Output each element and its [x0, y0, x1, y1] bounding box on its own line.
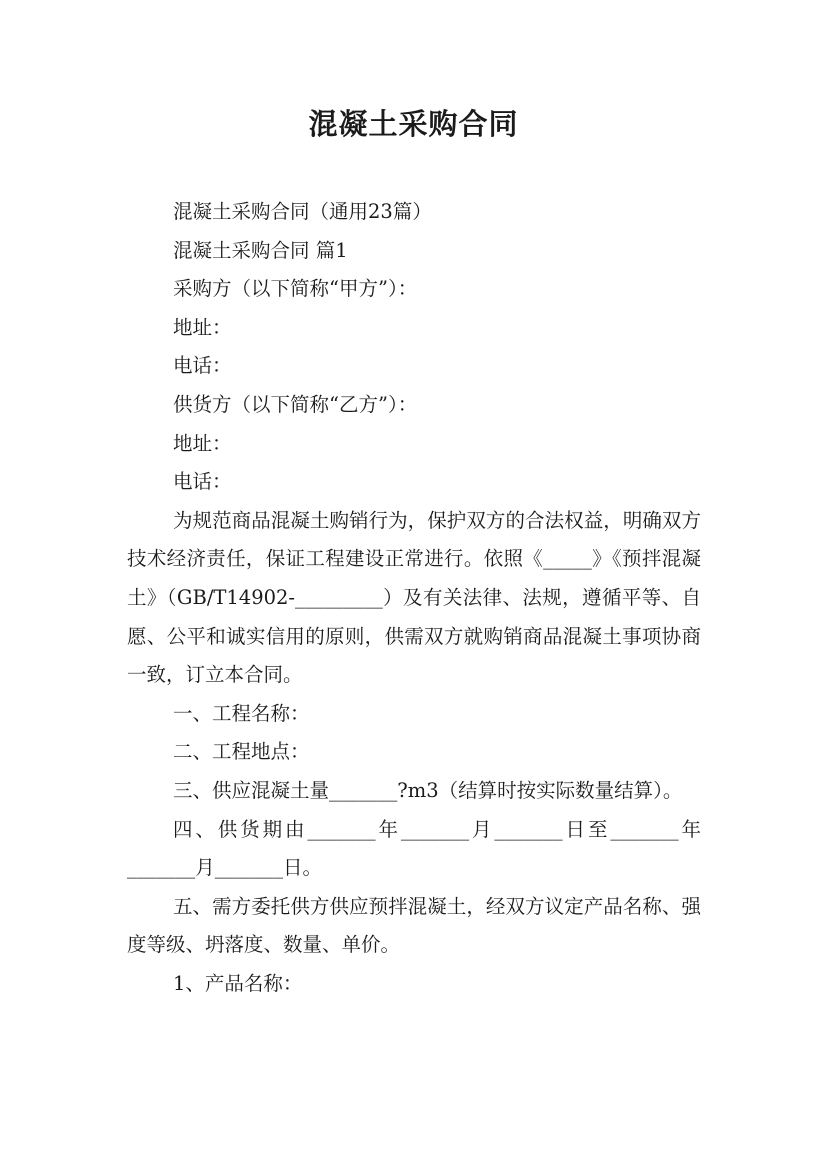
buyer-phone-line: 电话： — [173, 354, 232, 378]
section-heading: 混凝土采购合同 篇1 — [173, 238, 348, 262]
document-title: 混凝土采购合同 — [308, 107, 519, 141]
supplier-address-line: 地址： — [173, 431, 232, 455]
item-product-name: 1、产品名称： — [173, 971, 303, 995]
supplier-phone-line: 电话： — [173, 470, 232, 494]
supplier-line: 供货方（以下简称“乙方”）： — [173, 392, 418, 416]
subtitle-line: 混凝土采购合同（通用23篇） — [173, 200, 432, 223]
item-project-name: 一、工程名称： — [173, 701, 310, 725]
item-product-terms: 五、需方委托供方供应预拌混凝土，经双方议定产品名称、强度等级、坍落度、数量、单价。 — [127, 894, 701, 957]
item-project-location: 二、工程地点： — [173, 740, 310, 764]
buyer-line: 采购方（以下简称“甲方”）： — [173, 277, 418, 301]
intro-paragraph: 为规范商品混凝土购销行为，保护双方的合法权益，明确双方技术经济责任，保证工程建设正常进行。依照《_____》《预拌混凝土》（GB/T14902-_________）及有关法律、法规，遵循平等、自愿、公平和诚实信用的原则，供需双方就购销商品混凝土事项协商一致，订立本合同。 — [127, 508, 701, 687]
item-concrete-quantity: 三、供应混凝土量_______?m3（结算时按实际数量结算）。 — [173, 778, 683, 802]
item-supply-period: 四、供货期由_______年_______月_______日至_______年_______月_______日。 — [127, 817, 701, 880]
document-body — [127, 193, 701, 1003]
buyer-address-line: 地址： — [173, 315, 232, 339]
